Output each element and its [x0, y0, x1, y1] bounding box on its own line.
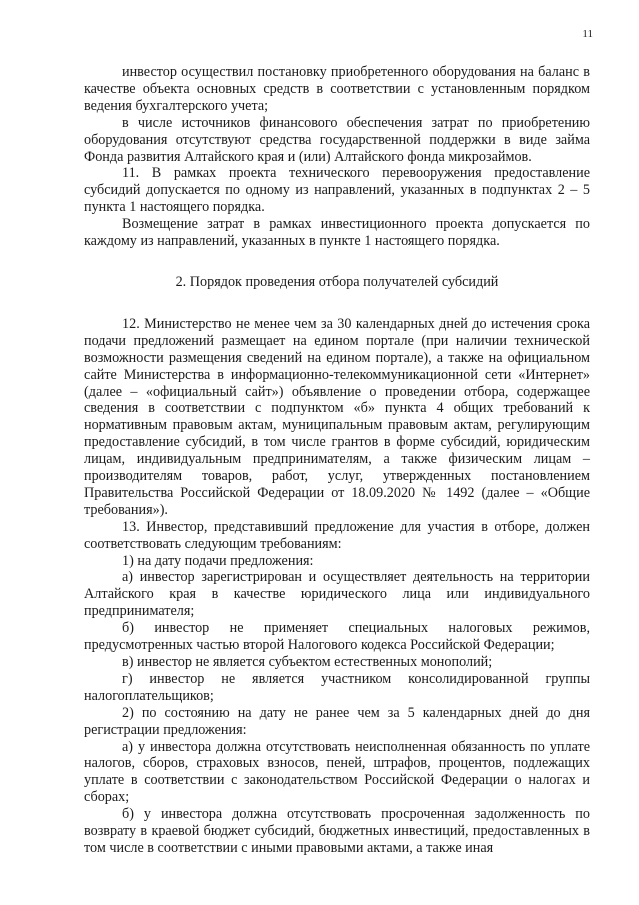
paragraph: а) у инвестора должна отсутствовать неисполненная обязанность по уплате налогов, сборов, страховых взносов, пеней, штрафов, процентов, подлежащих уплате в соответствии с законодательством Российской Федерации о налогах и сборах; [84, 738, 590, 806]
paragraph: в числе источников финансового обеспечения затрат по приобретению оборудования отсутствуют средства государственной поддержки в виде займа Фонда развития Алтайского края и (или) Алтайского фонда микрозаймов. [84, 114, 590, 165]
section-heading: 2. Порядок проведения отбора получателей субсидий [175, 273, 499, 290]
paragraph: инвестор осуществил постановку приобретенного оборудования на баланс в качестве объекта основных средств в соответствии с установленным порядком ведения бухгалтерского учета; [84, 64, 590, 114]
paragraph: 2) по состоянию на дату не ранее чем за 5 календарных дней до дня регистрации предложения: [84, 704, 590, 738]
paragraph: Возмещение затрат в рамках инвестиционного проекта допускается по каждому из направлений, указанных в пункте 1 настоящего порядка. [84, 216, 590, 250]
paragraph: в) инвестор не является субъектом естественных монополий; [122, 654, 493, 670]
paragraph: 13. Инвестор, представивший предложение для участия в отборе, должен соответствовать следующим требованиям: [84, 518, 590, 552]
paragraph: б) инвестор не применяет специальных налоговых режимов, предусмотренных частью второй Налогового кодекса Российской Федерации; [84, 620, 590, 654]
paragraph: а) инвестор зарегистрирован и осуществляет деятельность на территории Алтайского края в качестве юридического лица или индивидуального предпринимателя; [84, 569, 590, 620]
paragraph: г) инвестор не является участником консолидированной группы налогоплательщиков; [84, 670, 590, 704]
document-body [84, 64, 590, 857]
paragraph: 1) на дату подачи предложения: [122, 552, 314, 569]
page-number: 11 [582, 28, 593, 40]
paragraph: б) у инвестора должна отсутствовать просроченная задолженность по возврату в краевой бюджет субсидий, бюджетных инвестиций, предоставленных в том числе в соответствии с иными правовыми актами, а также иная [84, 806, 590, 856]
paragraph: 11. В рамках проекта технического перевооружения предоставление субсидий допускается по одному из направлений, указанных в подпунктах 2 – 5 пункта 1 настоящего порядка. [84, 165, 590, 216]
paragraph: 12. Министерство не менее чем за 30 календарных дней до истечения срока подачи предложений размещает на едином портале (при наличии технической возможности размещения сведений на едином портале), а также на официальном сайте Министерства в информационно-телекоммуникационной сети «Интернет» (далее – «официальный сайт») объявление о проведении отбора, содержащее сведения в соответствии с подпунктом «б» пункта 4 общих требований к нормативным правовым актам, муниципальным правовым актам, регулирующим предоставление субсидий, в том числе грантов в форме субсидий, юридическим лицам, индивидуальным предпринимателям, а также физическим лицам – производителям товаров, работ, услуг, утвержденных постановлением Правительства Российской Федерации от 18.09.2020 № 1492 (далее – «Общие требования»). [84, 315, 590, 518]
